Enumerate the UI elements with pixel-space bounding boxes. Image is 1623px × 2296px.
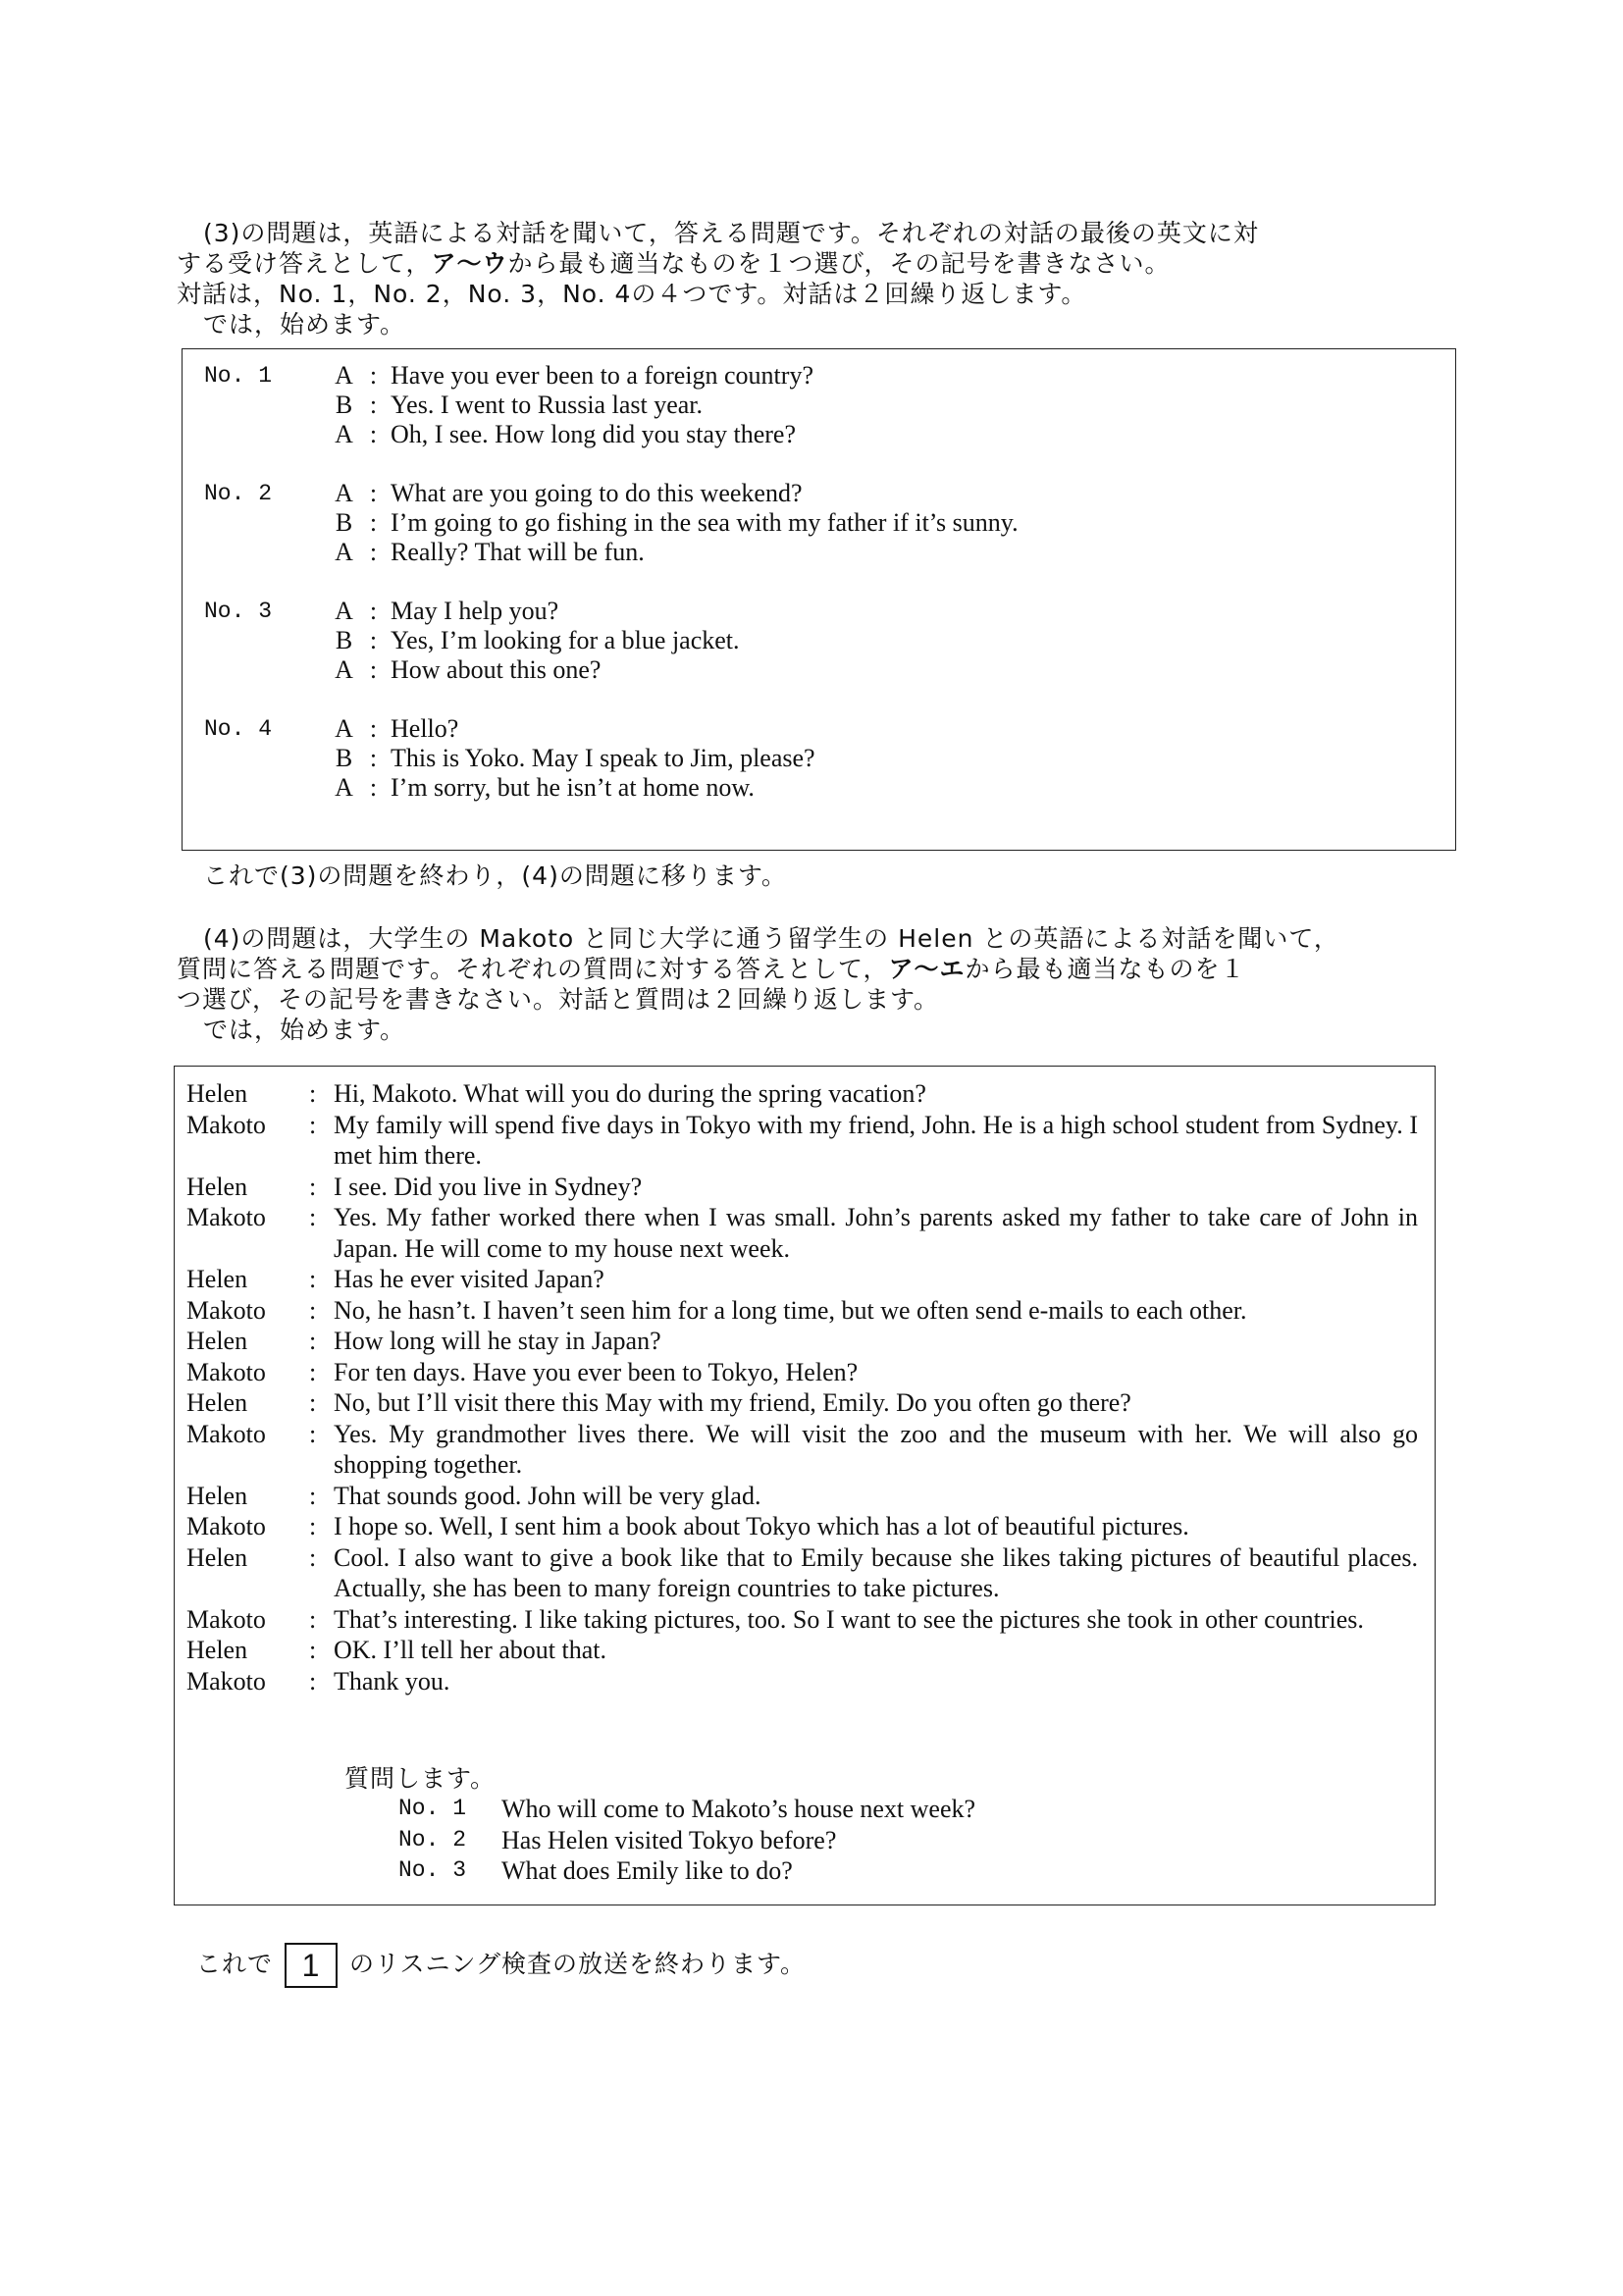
colon: :	[309, 1265, 317, 1293]
question	[344, 1855, 975, 1887]
questions	[344, 1763, 975, 1887]
utterance: That’s interesting. I like taking pictures, too. So I want to see the pictures she took in other countries.	[334, 1604, 1364, 1634]
speaker: B	[335, 626, 353, 654]
colon: :	[309, 1512, 317, 1540]
dialog-number	[204, 508, 332, 538]
dialog-line	[186, 1357, 1418, 1388]
dialog-line	[186, 1202, 1418, 1264]
speaker: Helen	[186, 1542, 248, 1572]
utterance: Oh, I see. How long did you stay there?	[391, 420, 797, 448]
instruction-line: (3)の問題は，英語による対話を聞いて，答える問題です。それぞれの対話の最後の英文に対	[203, 219, 1259, 247]
choice-range: ア～エ	[888, 955, 966, 983]
closing-line	[196, 1943, 1487, 1988]
colon: :	[309, 1203, 317, 1231]
speaker: Helen	[186, 1265, 248, 1293]
colon: :	[309, 1357, 317, 1386]
utterance: Yes. I went to Russia last year.	[391, 391, 704, 419]
colon: :	[369, 744, 378, 772]
closing-text: これで	[196, 1950, 274, 1978]
dialog-group	[204, 479, 1019, 567]
instruction-line: つ選び，その記号を書きなさい。対話と質問は２回繰り返します。	[177, 985, 940, 1014]
instruction-text: する受け答えとして，	[177, 249, 432, 278]
colon: :	[369, 361, 378, 390]
utterance: My family will spend five days in Tokyo with my friend, John. He is a high school student from Sydney. I met him there.	[334, 1110, 1418, 1170]
dialog-group	[204, 714, 815, 803]
colon: :	[309, 1636, 317, 1664]
speaker: A	[335, 597, 353, 625]
dialog-line	[186, 1387, 1418, 1419]
dialog-line	[186, 1542, 1418, 1604]
instruction-text: から最も適当なものを１	[965, 955, 1246, 983]
dialog-number	[204, 420, 332, 449]
dialog-line	[204, 361, 813, 391]
dialog-number: No. 4	[204, 716, 273, 742]
utterance: Thank you.	[334, 1666, 450, 1696]
colon: :	[309, 1542, 317, 1572]
dialog-line	[186, 1666, 1418, 1697]
speaker: Makoto	[186, 1666, 266, 1696]
part3-end	[177, 861, 1467, 891]
speaker: A	[335, 361, 353, 390]
dialog-line	[204, 479, 1019, 508]
speaker: Makoto	[186, 1604, 266, 1634]
speaker: B	[335, 744, 353, 772]
utterance: What are you going to do this weekend?	[391, 479, 803, 507]
dialog-number: No. 2	[204, 481, 273, 506]
dialog-line	[186, 1295, 1418, 1327]
speaker: Makoto	[186, 1110, 266, 1139]
dialog	[175, 1078, 1418, 1696]
speaker: A	[335, 420, 353, 448]
colon: :	[309, 1172, 317, 1201]
speaker: Makoto	[186, 1419, 266, 1448]
utterance: Yes, I’m looking for a blue jacket.	[391, 626, 740, 654]
colon: :	[369, 538, 378, 566]
dialog-line	[186, 1264, 1418, 1295]
colon: :	[369, 420, 378, 448]
dialog-line	[204, 744, 815, 773]
dialog-line	[186, 1511, 1418, 1542]
dialog-line	[204, 391, 813, 420]
utterance: Cool. I also want to give a book like that to Emily because she likes taking pictures of beautiful places. Actually, she has been to many foreign countries to take pictures.	[334, 1542, 1418, 1602]
utterance: I’m sorry, but he isn’t at home now.	[391, 773, 755, 802]
closing-text: のリスニング検査の放送を終わります。	[349, 1950, 807, 1978]
speaker: Makoto	[186, 1512, 266, 1540]
colon: :	[369, 597, 378, 625]
colon: :	[309, 1327, 317, 1355]
colon: :	[369, 655, 378, 684]
dialog-line	[186, 1419, 1418, 1481]
question-number: No. 2	[398, 1826, 467, 1852]
speaker: B	[335, 391, 353, 419]
question-text: Has Helen visited Tokyo before?	[501, 1825, 837, 1854]
dialog-line	[186, 1172, 1418, 1203]
utterance: This is Yoko. May I speak to Jim, please?	[391, 744, 815, 772]
utterance: Has he ever visited Japan?	[334, 1265, 604, 1293]
utterance: I see. Did you live in Sydney?	[334, 1172, 643, 1201]
colon: :	[309, 1666, 317, 1696]
colon: :	[369, 391, 378, 419]
utterance: Have you ever been to a foreign country?	[391, 361, 813, 390]
speaker: B	[335, 508, 353, 537]
part4-instructions	[177, 923, 1467, 1045]
speaker: Helen	[186, 1388, 248, 1417]
utterance: Hi, Makoto. What will you do during the spring vacation?	[334, 1079, 926, 1108]
utterance: How about this one?	[391, 655, 602, 684]
dialog-number	[204, 744, 332, 773]
colon: :	[309, 1419, 317, 1448]
dialog-number: No. 3	[204, 599, 273, 624]
speaker: Helen	[186, 1636, 248, 1664]
speaker: Makoto	[186, 1203, 266, 1231]
dialog-line	[186, 1635, 1418, 1666]
instruction-text: 質問に答える問題です。それぞれの質問に対する答えとして，	[177, 955, 889, 983]
speaker: Helen	[186, 1172, 248, 1201]
utterance: Yes. My grandmother lives there. We will visit the zoo and the museum with her. We will also go shopping together.	[334, 1419, 1418, 1479]
dialog-group	[204, 361, 813, 449]
utterance: How long will he stay in Japan?	[334, 1327, 661, 1355]
dialog-line	[186, 1110, 1418, 1172]
colon: :	[369, 773, 378, 802]
instruction-line	[177, 954, 1467, 984]
speaker: Makoto	[186, 1357, 266, 1386]
speaker: Helen	[186, 1079, 248, 1108]
colon: :	[369, 626, 378, 654]
question	[344, 1825, 975, 1856]
colon: :	[309, 1388, 317, 1417]
utterance: Yes. My father worked there when I was small. John’s parents asked my father to take care of John in Japan. He will come to my house next week.	[334, 1203, 1418, 1263]
dialog-group	[204, 597, 740, 685]
utterance: For ten days. Have you ever been to Tokyo, Helen?	[334, 1357, 859, 1386]
instruction-line: では，始めます。	[203, 1016, 406, 1044]
speaker: Helen	[186, 1327, 248, 1355]
dialog-number: No. 1	[204, 363, 273, 389]
instruction-line: (4)の問題は，大学生の Makoto と同じ大学に通う留学生の Helen との英語による対話を聞いて，	[203, 924, 1339, 953]
question-text: What does Emily like to do?	[501, 1856, 793, 1885]
speaker: Makoto	[186, 1295, 266, 1325]
question-number: No. 3	[398, 1857, 467, 1883]
question	[344, 1794, 975, 1825]
colon: :	[309, 1604, 317, 1634]
dialog-line	[204, 597, 740, 626]
utterance: No, he hasn’t. I haven’t seen him for a long time, but we often send e-mails to each other.	[334, 1295, 1247, 1325]
utterance: That sounds good. John will be very glad.	[334, 1481, 761, 1510]
dialog-line	[186, 1604, 1418, 1636]
dialog-line	[204, 655, 740, 685]
utterance: No, but I’ll visit there this May with my friend, Emily. Do you often go there?	[334, 1388, 1131, 1417]
speaker: A	[335, 538, 353, 566]
colon: :	[369, 508, 378, 537]
dialog-line	[204, 508, 1019, 538]
dialog-line	[186, 1481, 1418, 1512]
dialog-line	[204, 626, 740, 655]
colon: :	[369, 714, 378, 743]
dialog-number	[204, 773, 332, 803]
dialog-number	[204, 655, 332, 685]
dialog-number	[204, 391, 332, 420]
utterance: I’m going to go fishing in the sea with my father if it’s sunny.	[391, 508, 1019, 537]
utterance: May I help you?	[391, 597, 559, 625]
dialog-line	[186, 1078, 1418, 1110]
speaker: A	[335, 714, 353, 743]
colon: :	[309, 1110, 317, 1139]
choice-range: ア～ウ	[431, 249, 508, 278]
speaker: A	[335, 479, 353, 507]
question-number: No. 1	[398, 1796, 467, 1821]
colon: :	[309, 1295, 317, 1325]
colon: :	[369, 479, 378, 507]
dialog-line	[204, 420, 813, 449]
colon: :	[309, 1481, 317, 1510]
speaker: Helen	[186, 1481, 248, 1510]
utterance: Hello?	[391, 714, 459, 743]
dialog-number	[204, 538, 332, 567]
section-number-box: 1	[285, 1943, 338, 1988]
part4-script-box	[174, 1066, 1436, 1905]
dialog-number	[204, 626, 332, 655]
utterance: OK. I’ll tell her about that.	[334, 1636, 606, 1664]
questions-label: 質問します。	[344, 1764, 497, 1793]
instruction-text: から最も適当なものを１つ選び，その記号を書きなさい。	[507, 249, 1171, 278]
colon: :	[309, 1079, 317, 1108]
speaker: A	[335, 773, 353, 802]
instruction-line: 対話は，No. 1，No. 2，No. 3，No. 4の４つです。対話は２回繰り返します。	[177, 280, 1087, 308]
utterance: I hope so. Well, I sent him a book about Tokyo which has a lot of beautiful pictures.	[334, 1512, 1189, 1540]
dialog-line	[204, 773, 815, 803]
dialog-line	[204, 714, 815, 744]
part3-instructions	[177, 218, 1467, 339]
question-list	[344, 1794, 975, 1887]
dialog-line	[204, 538, 1019, 567]
utterance: Really? That will be fun.	[391, 538, 645, 566]
part3-script-box	[182, 348, 1456, 851]
part3-end-text: これで(3)の問題を終わり，(4)の問題に移ります。	[203, 861, 787, 890]
speaker: A	[335, 655, 353, 684]
instruction-line	[177, 248, 1467, 279]
instruction-line: では，始めます。	[203, 310, 406, 339]
dialog-line	[186, 1326, 1418, 1357]
question-text: Who will come to Makoto’s house next week?	[501, 1795, 976, 1823]
